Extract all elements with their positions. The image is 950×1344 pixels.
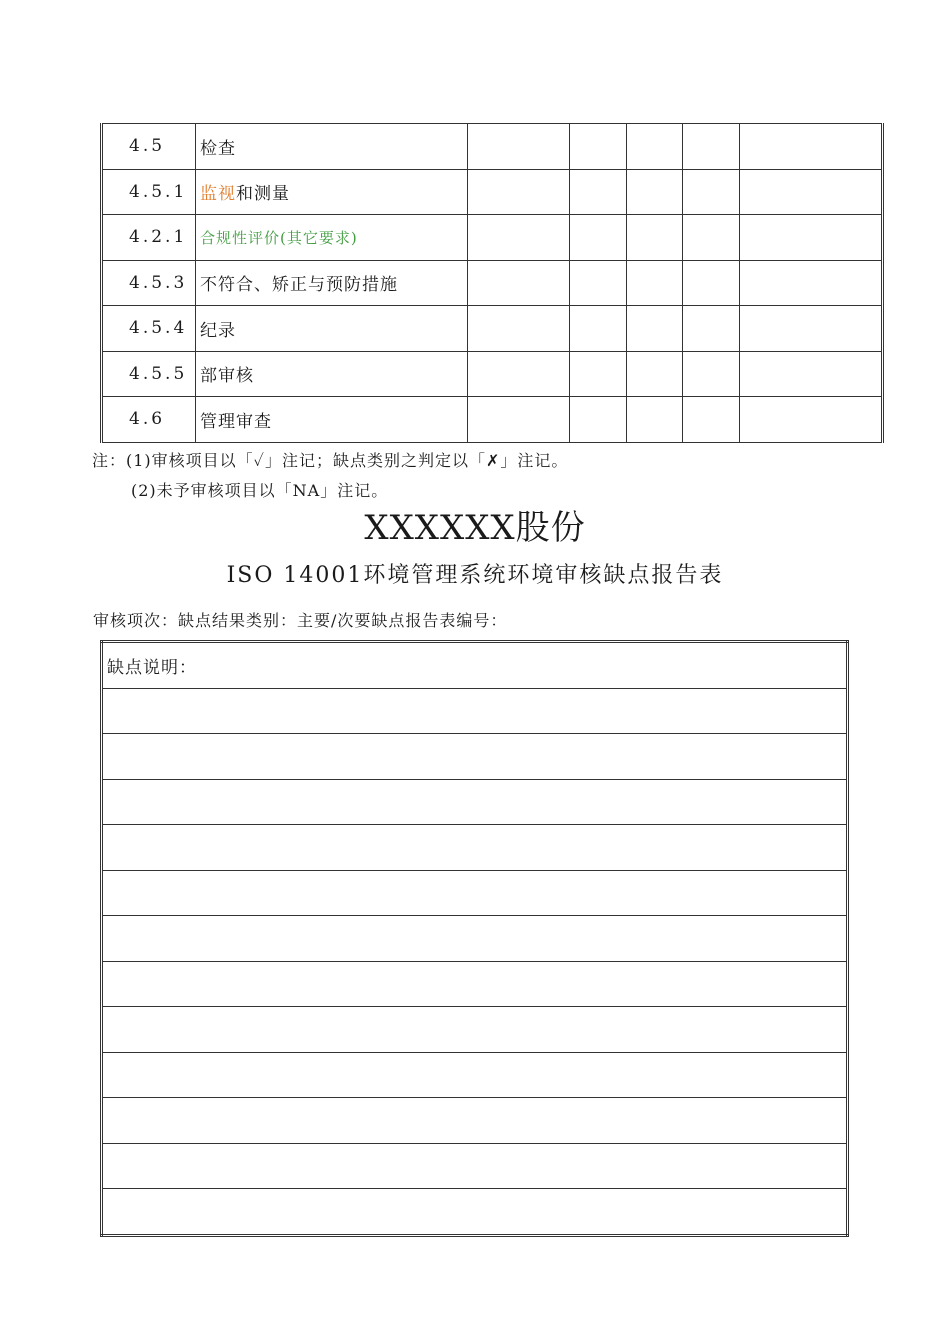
check-cell[interactable] [570, 306, 627, 352]
company-title: XXXXXX股份 [364, 508, 586, 548]
defect-entry-row[interactable] [102, 870, 848, 916]
clause-number: 4.5.4 [102, 306, 196, 352]
check-cell[interactable] [683, 215, 740, 261]
checklist-row [102, 260, 883, 306]
clause-number: 4.5.3 [102, 260, 196, 306]
check-cell[interactable] [740, 260, 883, 306]
check-cell[interactable] [468, 169, 570, 215]
clause-title: 管理审查 [196, 397, 468, 443]
checklist-row [102, 351, 883, 397]
defect-entry-cell[interactable] [102, 825, 848, 871]
check-cell[interactable] [683, 351, 740, 397]
checklist-row [102, 306, 883, 352]
check-cell[interactable] [570, 397, 627, 443]
defect-entry-row[interactable] [102, 779, 848, 825]
check-cell[interactable] [570, 351, 627, 397]
check-cell[interactable] [468, 215, 570, 261]
report-title: ISO 14001环境管理系统环境审核缺点报告表 [226, 563, 724, 588]
check-cell[interactable] [627, 397, 683, 443]
check-cell[interactable] [627, 215, 683, 261]
check-cell[interactable] [468, 260, 570, 306]
check-cell[interactable] [570, 260, 627, 306]
check-cell[interactable] [627, 306, 683, 352]
clause-title: 部审核 [196, 351, 468, 397]
clause-number: 4.6 [102, 397, 196, 443]
audit-checklist-table [100, 123, 884, 443]
checklist-row [102, 124, 883, 170]
clause-title [196, 215, 468, 261]
check-cell[interactable] [740, 169, 883, 215]
clause-number: 4.5.5 [102, 351, 196, 397]
clause-number: 4.5.1 [102, 169, 196, 215]
check-cell[interactable] [627, 351, 683, 397]
checklist-row [102, 169, 883, 215]
clause-title-green: 合规性评价(其它要求) [200, 228, 358, 247]
defect-entry-cell[interactable] [102, 688, 848, 734]
checklist-row [102, 397, 883, 443]
note-line-2: (2)未予审核项目以「NA」注记。 [131, 481, 389, 500]
check-cell[interactable] [683, 169, 740, 215]
defect-entry-row[interactable] [102, 1143, 848, 1189]
defect-entry-cell[interactable] [102, 1007, 848, 1053]
clause-title [196, 169, 468, 215]
defect-entry-row[interactable] [102, 916, 848, 962]
defect-entry-cell[interactable] [102, 1098, 848, 1144]
defect-entry-cell[interactable] [102, 1052, 848, 1098]
defect-entry-cell[interactable] [102, 1143, 848, 1189]
check-cell[interactable] [740, 124, 883, 170]
check-cell[interactable] [570, 215, 627, 261]
check-cell[interactable] [683, 397, 740, 443]
clause-title-highlight: 监视 [200, 184, 236, 205]
defect-header-row [102, 642, 848, 689]
check-cell[interactable] [740, 215, 883, 261]
defect-description-table [100, 640, 849, 1237]
defect-entry-row[interactable] [102, 961, 848, 1007]
check-cell[interactable] [627, 124, 683, 170]
check-cell[interactable] [740, 397, 883, 443]
clause-title: 不符合、矫正与预防措施 [196, 260, 468, 306]
defect-entry-row[interactable] [102, 688, 848, 734]
defect-entry-cell[interactable] [102, 734, 848, 780]
defect-entry-row[interactable] [102, 1052, 848, 1098]
check-cell[interactable] [468, 397, 570, 443]
defect-entry-cell[interactable] [102, 916, 848, 962]
check-cell[interactable] [468, 124, 570, 170]
check-cell[interactable] [740, 306, 883, 352]
check-cell[interactable] [683, 124, 740, 170]
defect-entry-cell[interactable] [102, 961, 848, 1007]
clause-number: 4.5 [102, 124, 196, 170]
defect-entry-cell[interactable] [102, 779, 848, 825]
report-meta-line: 审核项次：缺点结果类别：主要/次要缺点报告表编号： [93, 611, 508, 630]
defect-description-label: 缺点说明： [102, 642, 848, 689]
check-cell[interactable] [683, 260, 740, 306]
defect-entry-cell[interactable] [102, 1189, 848, 1236]
defect-entry-row[interactable] [102, 734, 848, 780]
check-cell[interactable] [627, 169, 683, 215]
check-cell[interactable] [570, 124, 627, 170]
clause-title: 检查 [196, 124, 468, 170]
defect-entry-cell[interactable] [102, 870, 848, 916]
clause-title-rest: 和测量 [236, 184, 290, 205]
check-cell[interactable] [468, 306, 570, 352]
defect-entry-row[interactable] [102, 1189, 848, 1236]
check-cell[interactable] [627, 260, 683, 306]
check-cell[interactable] [740, 351, 883, 397]
checklist-row [102, 215, 883, 261]
check-cell[interactable] [570, 169, 627, 215]
defect-entry-row[interactable] [102, 825, 848, 871]
note-line-1: 注：(1)审核项目以「✓」注记；缺点类别之判定以「✗」注记。 [92, 451, 569, 470]
clause-number: 4.2.1 [102, 215, 196, 261]
clause-title: 纪录 [196, 306, 468, 352]
check-cell[interactable] [468, 351, 570, 397]
defect-entry-row[interactable] [102, 1007, 848, 1053]
check-cell[interactable] [683, 306, 740, 352]
defect-entry-row[interactable] [102, 1098, 848, 1144]
